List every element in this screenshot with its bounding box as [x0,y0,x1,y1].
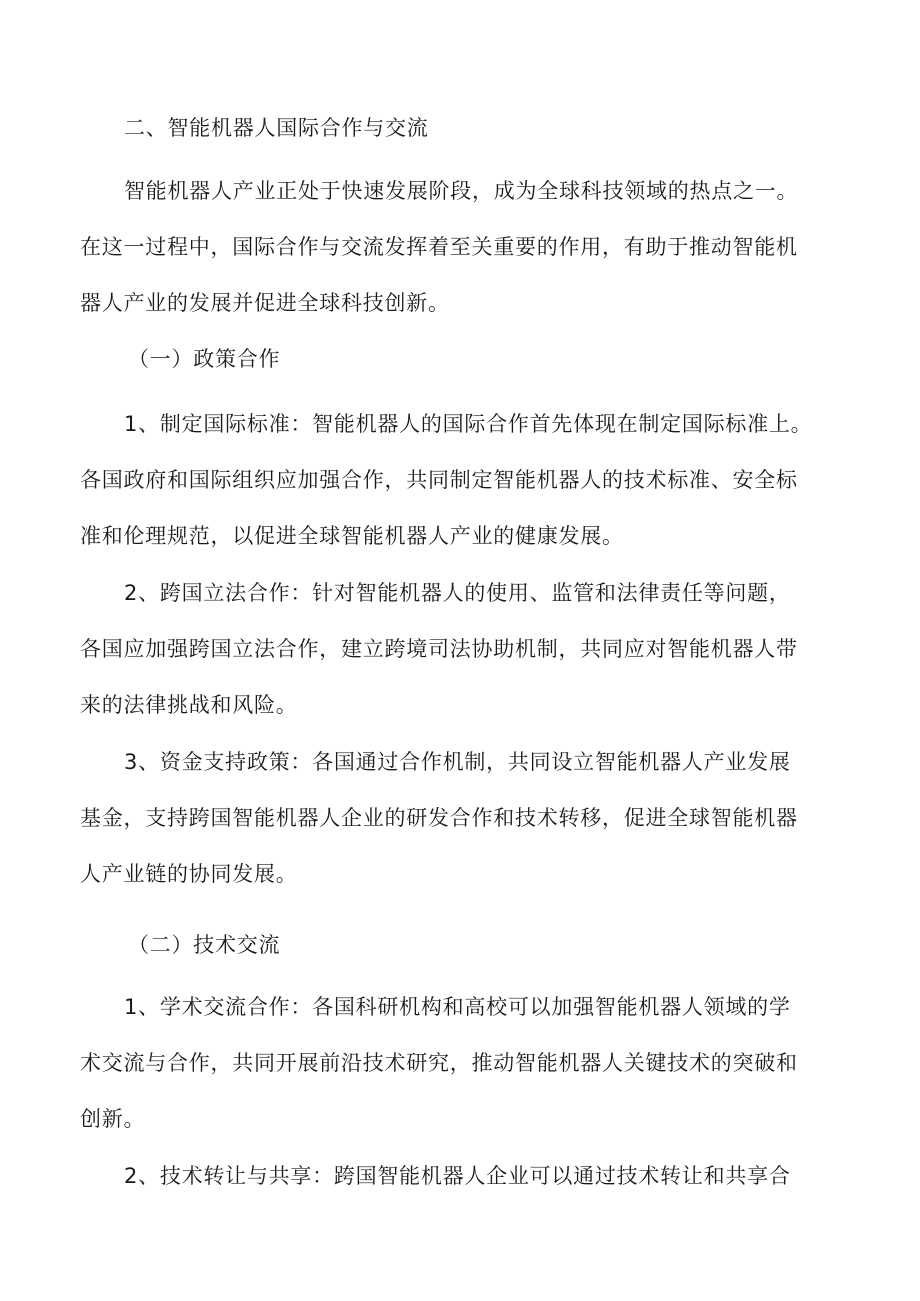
subsection-heading-text: （一）政策合作 [128,347,281,371]
tech-item-2 [0,1166,920,1229]
paragraph-line: 1、学术交流合作：各国科研机构和高校可以加强智能机器人领域的学 [124,995,791,1019]
paragraph-line: 术交流与合作，共同开展前沿技术研究，推动智能机器人关键技术的突破和 [80,1051,798,1075]
paragraph-line: 人产业链的协同发展。 [80,862,298,886]
paragraph-line: 各国政府和国际组织应加强合作，共同制定智能机器人的技术标准、安全标 [80,468,798,492]
paragraph-line: 1、制定国际标准：智能机器人的国际合作首先体现在制定国际标准上。 [124,412,813,436]
paragraph-line: 准和伦理规范，以促进全球智能机器人产业的健康发展。 [80,524,624,548]
paragraph-line: 3、资金支持政策：各国通过合作机制，共同设立智能机器人产业发展 [124,750,791,774]
subsection-heading-text: （二）技术交流 [128,933,281,957]
paragraph-line: 在这一过程中，国际合作与交流发挥着至关重要的作用，有助于推动智能机 [80,235,798,259]
subsection-heading-policy [0,349,920,412]
paragraph-line: 智能机器人产业正处于快速发展阶段，成为全球科技领域的热点之一。 [124,179,799,203]
intro-paragraph [0,179,920,315]
policy-item-3 [0,750,920,886]
paragraph-line: 器人产业的发展并促进全球科技创新。 [80,291,450,315]
paragraph-line: 2、跨国立法合作：针对智能机器人的使用、监管和法律责任等问题， [124,581,791,605]
section-heading [0,118,920,181]
paragraph-line: 基金，支持跨国智能机器人企业的研发合作和技术转移，促进全球智能机器 [80,806,798,830]
section-heading-text: 二、智能机器人国际合作与交流 [124,116,429,140]
subsection-heading-tech [0,935,920,998]
policy-item-2 [0,581,920,717]
paragraph-line: 各国应加强跨国立法合作，建立跨境司法协助机制，共同应对智能机器人带 [80,637,798,661]
policy-item-1 [0,412,920,548]
paragraph-line: 创新。 [80,1107,146,1131]
paragraph-line: 来的法律挑战和风险。 [80,693,298,717]
paragraph-line: 2、技术转让与共享：跨国智能机器人企业可以通过技术转让和共享合 [124,1164,791,1188]
tech-item-1 [0,995,920,1131]
